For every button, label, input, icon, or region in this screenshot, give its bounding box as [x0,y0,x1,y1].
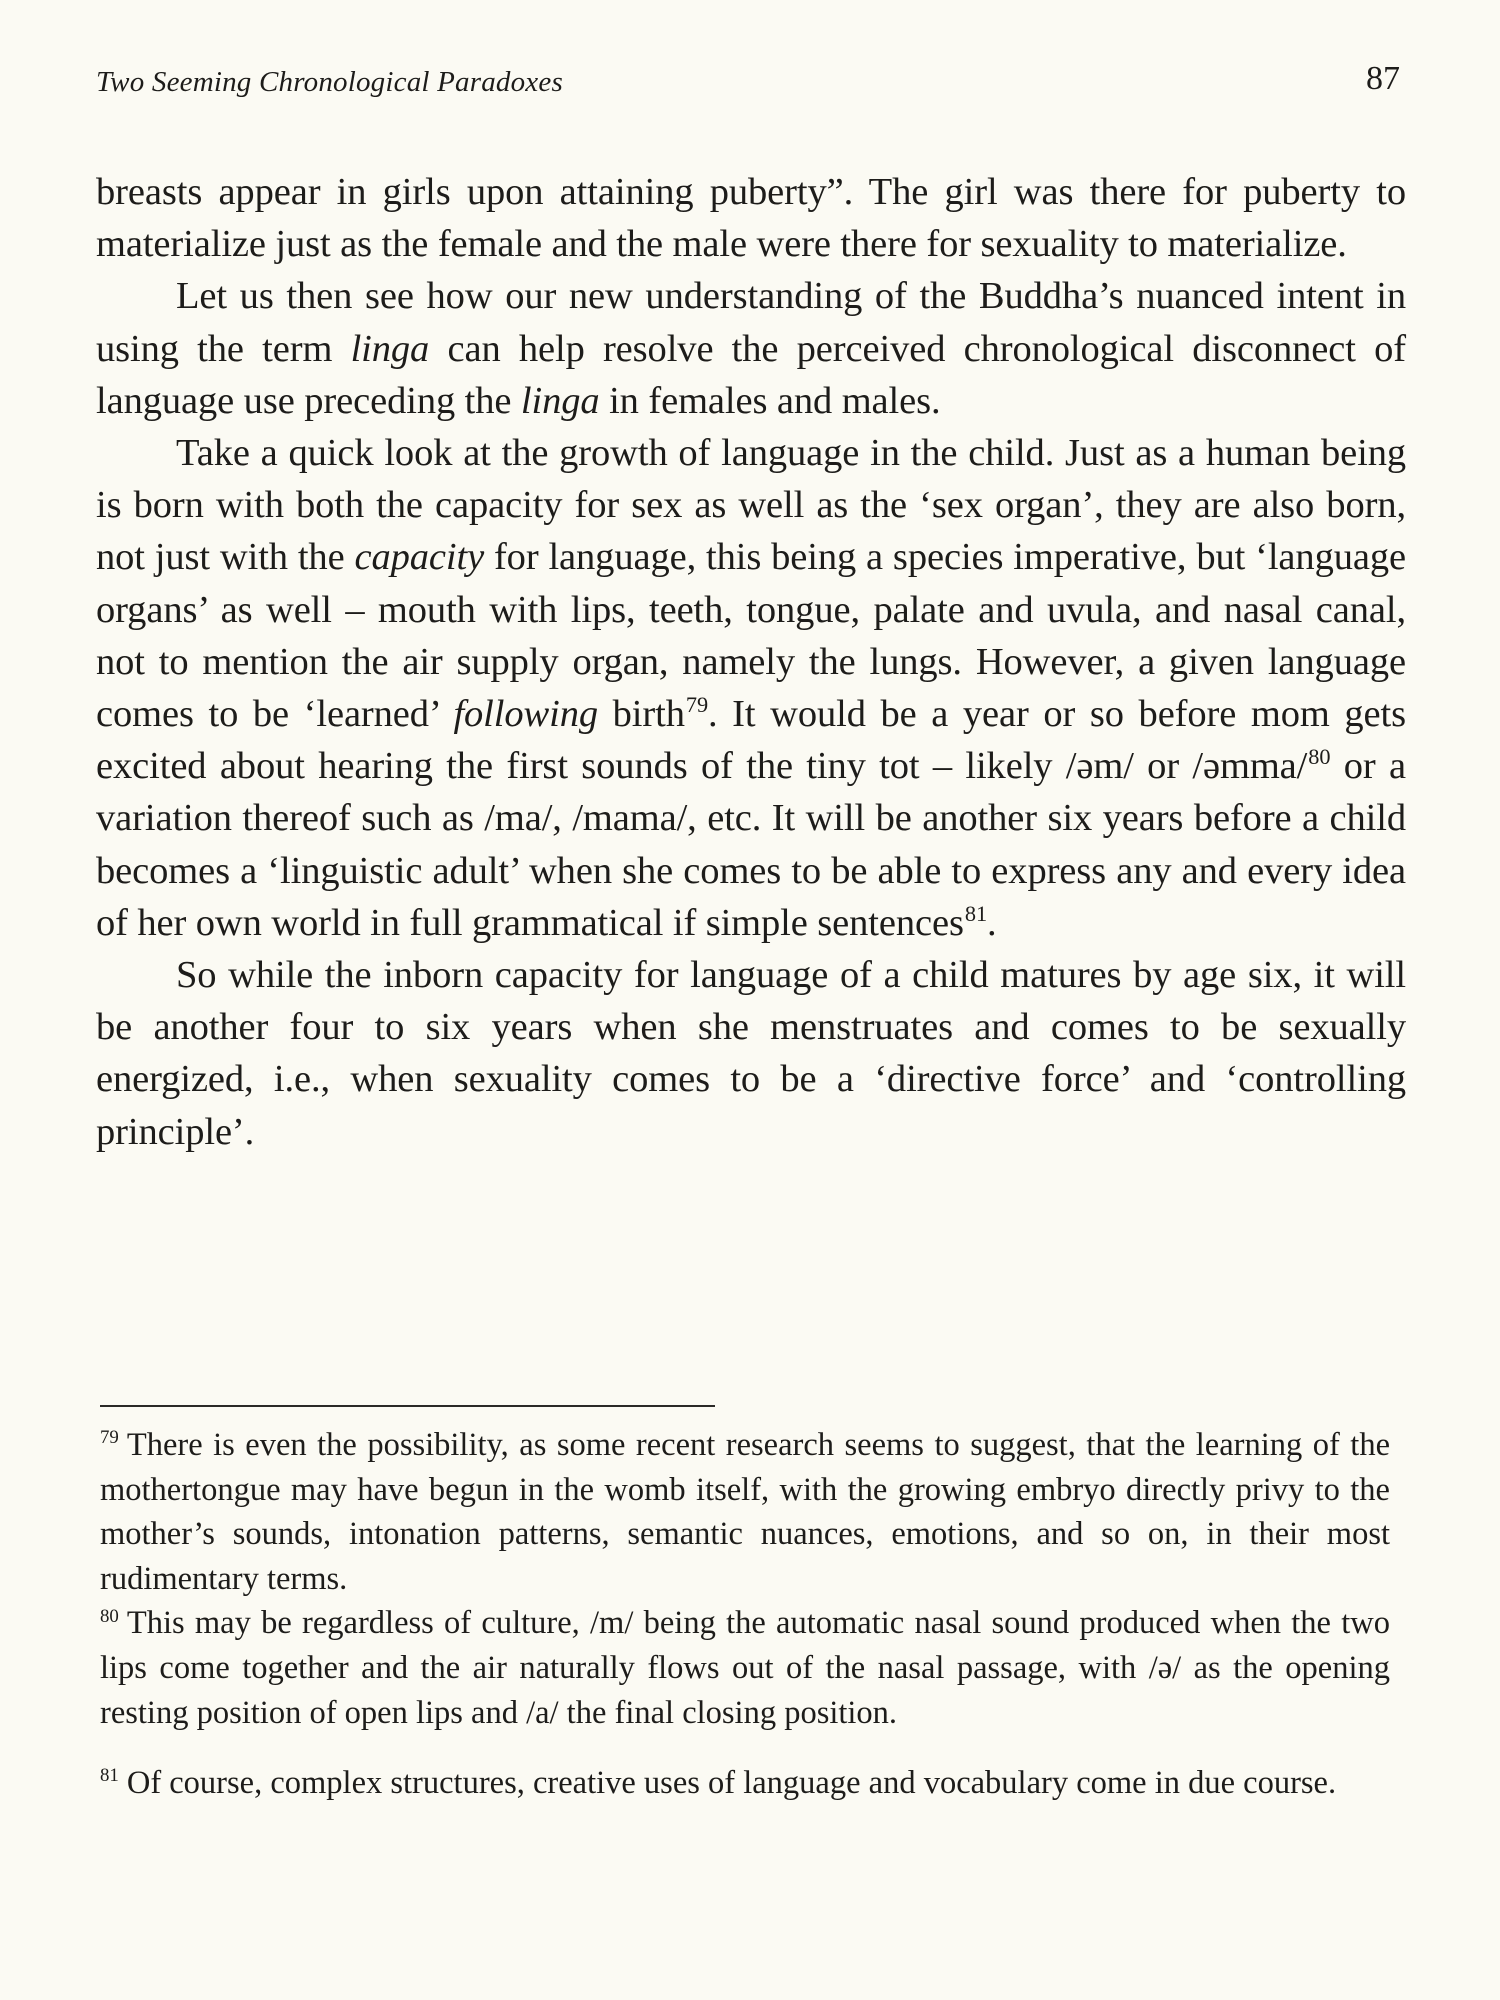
footnote-number: 81 [100,1765,119,1787]
paragraph-2-text-c: in females and males. [599,379,941,422]
footnote-ref-81[interactable]: 81 [964,901,988,926]
paragraph-2 [96,270,1406,427]
footnote-80 [100,1601,1390,1735]
footnote-number: 80 [100,1605,119,1627]
footnote-81 [100,1761,1390,1806]
footnote-text: This may be regardless of culture, /m/ being the automatic nasal sound produced when the two lips come together and the air naturally flows out of the nasal passage, with /ə/ as the opening resting position of open lips and /a/ the final closing position. [100,1605,1390,1731]
paragraph-3-text-d: . It would be a year or so before mom gets excited about hearing the first sounds of the tiny tot – likely /əm/ or /əmma/ [96,693,1406,788]
following-term: following [453,693,599,736]
footnote-ref-79[interactable]: 79 [685,692,709,718]
capacity-term: capacity [354,536,485,579]
paragraph-3-text-e: or a variation thereof such as /ma/, /mama/, etc. It will be another six years before a child becomes a ‘linguistic adult’ when she comes to be able to express any and every idea of her own world in full grammatical if simple sentences [96,745,1406,944]
running-head-title: Two Seeming Chronological Paradoxes [96,66,563,98]
footnote-ref-80[interactable]: 80 [1308,744,1331,770]
paragraph-3 [96,427,1406,949]
paragraph-2-text-b: can help resolve the perceived chronological disconnect of language use preceding the [96,327,1406,422]
paragraph-3-text-f: . [987,901,997,944]
page-number: 87 [1366,60,1400,97]
linga-term: linga [350,327,430,370]
body-text [96,166,1406,1158]
footnote-79 [100,1423,1390,1601]
paragraph-3-text-c: birth [598,693,685,736]
footnotes [100,1423,1390,1806]
footnote-text: Of course, complex structures, creative uses of language and vocabulary come in due course. [126,1765,1337,1802]
footnote-number: 79 [100,1427,119,1449]
paragraph-1: breasts appear in girls upon attaining puberty”. The girl was there for puberty to materialize just as the female and the male were there for sexuality to materialize. [96,171,1406,266]
footnote-text: There is even the possibility, as some recent research seems to suggest, that the learning of the mothertongue may have begun in the womb itself, with the growing embryo directly privy to the mother’s sounds, intonation patterns, semantic nuances, emotions, and so on, in their most rudimentary terms. [100,1427,1390,1597]
paragraph-4: So while the inborn capacity for language of a child matures by age six, it will be another four to six years when she menstruates and comes to be sexually energized, i.e., when sexuality comes to be a ‘directive force’ and ‘controlling principle’. [96,954,1406,1153]
footnote-separator [100,1405,715,1407]
paragraph-2-text-a: Let us then see how our new understanding of the Buddha’s nuanced intent in using the term [96,275,1406,370]
linga-term-2: linga [520,379,600,422]
paragraph-3-text-a: Take a quick look at the growth of language in the child. Just as a human being is born with both the capacity for sex as well as the ‘sex organ’, they are also born, not just with the [96,432,1406,579]
paragraph-3-text-b: for language, this being a species imperative, but ‘language organs’ as well – mouth with lips, teeth, tongue, palate and uvula, and nasal canal, not to mention the air supply organ, namely the lungs. However, a given language comes to be ‘learned’ [96,536,1406,736]
